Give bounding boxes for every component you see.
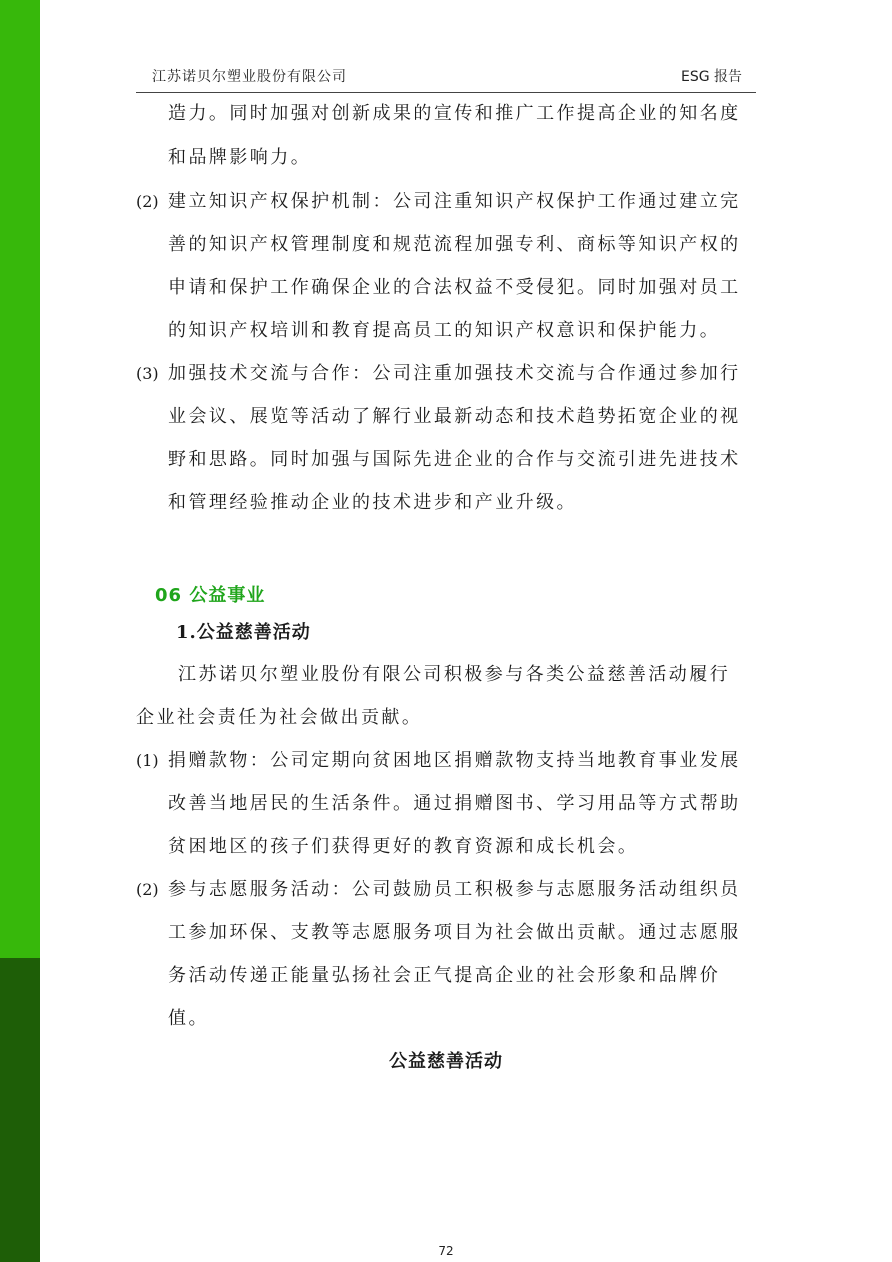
list-item-text: 申请和保护工作确保企业的合法权益不受侵犯。同时加强对员工 (168, 277, 741, 298)
list-item-text: 参与志愿服务活动：公司鼓励员工积极参与志愿服务活动组织员 (168, 879, 741, 900)
body-text-line: 和品牌影响力。 (168, 147, 312, 168)
list-item-text: 业会议、展览等活动了解行业最新动态和技术趋势拓宽企业的视 (168, 406, 741, 427)
list-item-text: 贫困地区的孩子们获得更好的教育资源和成长机会。 (168, 836, 639, 857)
header-report-title: ESG 报告 (680, 69, 742, 85)
body-text-line: 造力。同时加强对创新成果的宣传和推广工作提高企业的知名度 (168, 103, 741, 124)
list-item-text: 务活动传递正能量弘扬社会正气提高企业的社会形象和品牌价 (168, 965, 721, 986)
list-item-text: 和管理经验推动企业的技术进步和产业升级。 (168, 492, 577, 513)
figure-caption (0, 1050, 892, 1074)
sidebar-accent-bottom (0, 958, 40, 1262)
page-number: 72 (438, 1244, 454, 1258)
paragraph-line: 江苏诺贝尔塑业股份有限公司积极参与各类公益慈善活动履行 (178, 664, 731, 685)
list-item-text: 加强技术交流与合作：公司注重加强技术交流与合作通过参加行 (168, 363, 741, 384)
list-item-text: 野和思路。同时加强与国际先进企业的合作与交流引进先进技术 (168, 449, 741, 470)
page-header (136, 64, 756, 90)
figure-caption-text: 公益慈善活动 (389, 1051, 503, 1072)
list-item-text: 值。 (168, 1008, 209, 1029)
section-title: 06 公益事业 (155, 585, 266, 606)
list-item-marker: (3) (136, 364, 159, 383)
list-item-marker: (1) (136, 751, 159, 770)
list-item-text: 的知识产权培训和教育提高员工的知识产权意识和保护能力。 (168, 320, 721, 341)
sidebar-accent-top (0, 0, 40, 958)
list-item-text: 工参加环保、支教等志愿服务项目为社会做出贡献。通过志愿服 (168, 922, 741, 943)
header-company-name: 江苏诺贝尔塑业股份有限公司 (152, 69, 347, 85)
list-item-marker: (2) (136, 880, 159, 899)
list-item-text: 善的知识产权管理制度和规范流程加强专利、商标等知识产权的 (168, 234, 741, 255)
list-item-text: 改善当地居民的生活条件。通过捐赠图书、学习用品等方式帮助 (168, 793, 741, 814)
subsection-title: 1.公益慈善活动 (176, 622, 311, 643)
header-divider (136, 92, 756, 93)
list-item-text: 捐赠款物：公司定期向贫困地区捐赠款物支持当地教育事业发展 (168, 750, 741, 771)
list-item-text: 建立知识产权保护机制：公司注重知识产权保护工作通过建立完 (168, 191, 741, 212)
list-item-marker: (2) (136, 192, 159, 211)
paragraph-line: 企业社会责任为社会做出贡献。 (136, 707, 423, 728)
